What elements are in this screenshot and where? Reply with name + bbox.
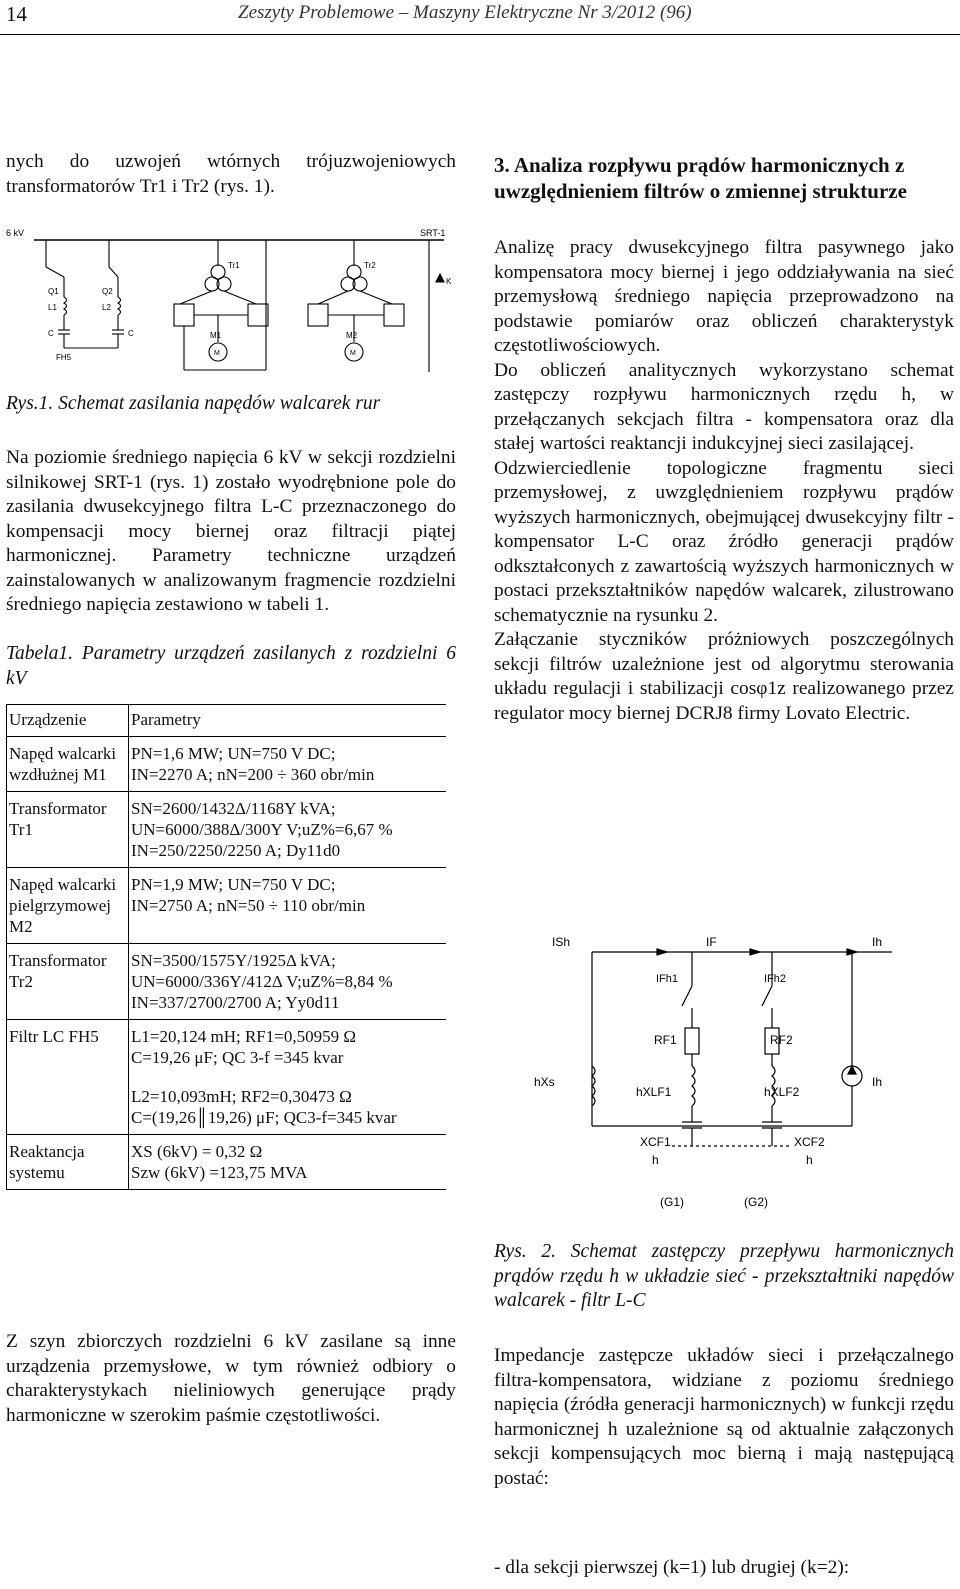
fig2-label-ih-top: Ih: [872, 935, 883, 949]
right-para-6: - dla sekcji pierwszej (k=1) lub drugiej (k=2):: [494, 1557, 850, 1578]
right-para-3: Odzwierciedlenie topologiczne fragmentu sieci przemysłowej, z uwzględnieniem rozpływu prądów wyższych harmonicznych, obejmującej dwusekcyjny filtr - kompensator L-C oraz źródło generacji prądów odkształconych z zawartością wyższych harmonicznych w postaci przekształtników napędów walcarek, zilustrowano schematycznie na rysunku 2.: [494, 457, 954, 626]
right-paragraphs: [494, 236, 954, 726]
fig2-label-hxlf1: hXLF1: [636, 1085, 672, 1099]
para-2: Z szyn zbiorczych rozdzielni 6 kV zasilane są inne urządzenia przemysłowe, w tym również odbiory o charakterystykach nieliniowych generujące prądy harmoniczne w szerokim paśmie częstotliwości.: [6, 1331, 456, 1426]
fig1-label-q2: Q2: [102, 287, 113, 296]
fig1-label-m1: M1: [210, 331, 222, 340]
table-row: Reaktancja systemu XS (6kV) = 0,32 Ω Szw (6kV) =123,75 MVA: [7, 1135, 447, 1190]
fig1-label-l2: L2: [102, 303, 111, 312]
fig1-label-c2: C: [128, 329, 134, 338]
fig2-label-ih-source: Ih: [872, 1075, 883, 1089]
fig2-label-ish: ISh: [552, 935, 571, 949]
parameters-table: [6, 704, 446, 1190]
fig1-label-motor2: M: [350, 350, 356, 357]
para-1: Na poziomie średniego napięcia 6 kV w sekcji rozdzielni silnikowej SRT-1 (rys. 1) zostało wyodrębnione pole do zasilania dwusekcyjnego filtra L-C przeznaczonego do kompensacji mocy biernej oraz filtracji piątej harmonicznej. Parametry techniczne urządzeń zainstalowanych w analizowanym fragmencie rozdzielni średniego napięcia zestawiono w tabeli 1.: [6, 447, 456, 615]
fig2-label-h2: h: [806, 1153, 813, 1167]
fig1-label-q1: Q1: [48, 287, 59, 296]
fig2-label-ifh1: IFh1: [656, 973, 679, 985]
figure-2-caption: Rys. 2. Schemat zastępczy przepływu harmonicznych prądów rzędu h w układzie sieć - przekształtniki napędów walcarek - filtr L-C: [494, 1241, 954, 1311]
intro-paragraph: nych do uzwojeń wtórnych trójuzwojeniowych transformatorów Tr1 i Tr2 (rys. 1).: [6, 151, 456, 197]
fig1-label-fh5: FH5: [56, 353, 72, 362]
fig2-label-h1: h: [652, 1153, 659, 1167]
fig2-label-xcf2: XCF2: [794, 1135, 825, 1149]
fig1-label-c1: C: [48, 329, 54, 338]
table-row: Filtr LC FH5 L1=20,124 mH; RF1=0,50959 Ω C=19,26 μF; QC 3-f =345 kvar L2=10,093mH; RF2=0,30473 Ω C=(19,26║19,26) μF; QC3-f=345 kvar: [7, 1020, 447, 1135]
figure-1-caption: Rys.1. Schemat zasilania napędów walcarek rur: [6, 393, 381, 414]
fig2-label-rf2: RF2: [770, 1033, 793, 1047]
fig1-label-tr1: Tr1: [228, 261, 240, 270]
fig1-label-srt1: SRT-1: [420, 228, 446, 238]
fig2-label-g1: (G1): [660, 1195, 684, 1209]
section-heading: 3. Analiza rozpływu prądów harmonicznych z uwzględnieniem filtrów o zmiennej strukturze: [494, 153, 907, 203]
intro-text: [6, 150, 456, 199]
fig2-label-g2: (G2): [744, 1195, 768, 1209]
table-header-device: Urządzenie: [7, 705, 129, 737]
fig2-label-ifh2: IFh2: [764, 973, 787, 985]
figure-1-diagram: [4, 222, 454, 382]
right-para-1: Analizę pracy dwusekcyjnego filtra pasywnego jako kompensatora mocy biernej i jego oddziaływania na sieć przemysłową średniego napięcia przeprowadzono na podstawie pomiarów oraz obliczeń charakterystyk częstotliwościowych.: [494, 237, 954, 356]
table-row: Napęd walcarki wzdłużnej M1 PN=1,6 MW; UN=750 V DC; IN=2270 A; nN=200 ÷ 360 obr/min: [7, 737, 447, 792]
page-number: 14: [6, 2, 27, 26]
figure-2-diagram: [532, 916, 932, 1216]
fig1-label-m2: M2: [346, 331, 358, 340]
fig1-label-tr2: Tr2: [364, 261, 376, 270]
table-row: Transformator Tr1 SN=2600/1432Δ/1168Y kVA; UN=6000/388Δ/300Y V;uZ%=6,67 % IN=250/2250/2250 A; Dy11d0: [7, 792, 447, 868]
header-rule: [0, 34, 960, 35]
fig2-label-hxs: hXs: [534, 1075, 555, 1089]
fig1-label-k: K: [446, 277, 452, 286]
right-para-2: Do obliczeń analitycznych wykorzystano schemat zastępczy rozpływu harmonicznych rzędu h, w przełączanych sekcjach filtra - kompensatora oraz dla stałej wartości reaktancji indukcyjnej sieci zasilającej.: [494, 359, 954, 454]
right-para-5: Impedancje zastępcze układów sieci i przełączalnego filtra-kompensatora, widziane z poziomu średniego napięcia (źródła generacji harmonicznych) w funkcji rzędu harmonicznej h uzależnione są od aktualnie załączonych sekcji kompensujących moc bierną i mają następującą postać:: [494, 1345, 954, 1489]
fig2-label-hxlf2: hXLF2: [764, 1085, 800, 1099]
journal-title: Zeszyty Problemowe – Maszyny Elektryczne Nr 3/2012 (96): [238, 2, 692, 23]
fig2-label-xcf1: XCF1: [640, 1135, 671, 1149]
fig2-label-if: IF: [706, 935, 717, 949]
fig1-label-l1: L1: [48, 303, 57, 312]
table-row: Napęd walcarki pielgrzymowej M2 PN=1,9 MW; UN=750 V DC; IN=2750 A; nN=50 ÷ 110 obr/min: [7, 868, 447, 944]
table-caption: Tabela1. Parametry urządzeń zasilanych z rozdzielni 6 kV: [6, 643, 456, 689]
right-para-4: Załączanie styczników próżniowych poszczególnych sekcji filtrów uzależnione jest od algorytmu sterowania układu regulacji i stabilizacji cosφ1z realizowanego przez regulator mocy biernej DCRJ8 firmy Lovato Electric.: [494, 629, 954, 724]
table-header-params: Parametry: [131, 710, 201, 729]
table-row: Transformator Tr2 SN=3500/1575Y/1925Δ kVA; UN=6000/336Y/412Δ V;uZ%=8,84 % IN=337/2700/2700 A; Yy0d11: [7, 944, 447, 1020]
fig1-label-motor1: M: [214, 350, 220, 357]
fig1-label-6kv: 6 kV: [6, 228, 25, 238]
fig2-label-rf1: RF1: [654, 1033, 677, 1047]
